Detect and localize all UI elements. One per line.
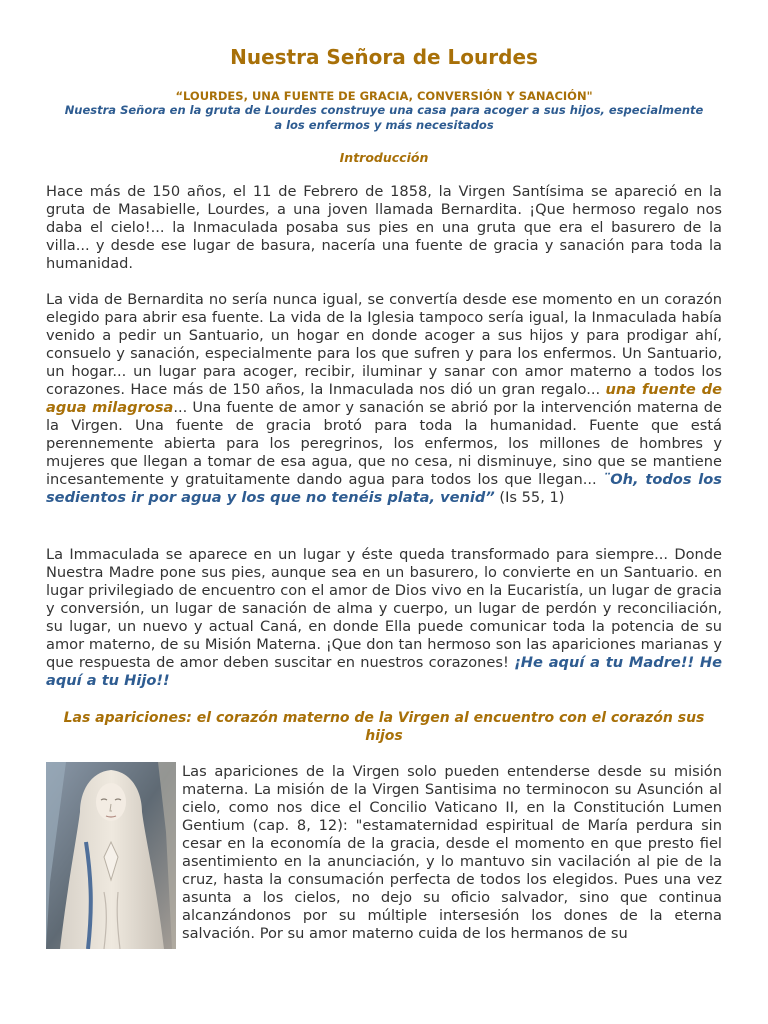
page-title: Nuestra Señora de Lourdes <box>230 45 538 69</box>
paragraph-2-text-b: ... Una fuente de amor y sanación se abrió por la intervención materna de la Virgen. Una fuente de gracia brotó para toda la humanidad. Fuente que está perennemente abierta para los peregrinos, los enfermos, los millones de hombres y mujeres que llegan a tomar de esa agua, que no cesa, ni disminuye, sino que se mantiene incesantemente y gratuitamente dando agua para todos los que llegan... <box>46 399 722 488</box>
paragraph-3-text: La Immaculada se aparece en un lugar y éste queda transformado para siempre... Donde Nuestra Madre pone sus pies, aunque sea en un basurero, lo convierte en un Santuario. en lugar privilegiado de encuentro con el amor de Dios vivo en la Eucaristía, un lugar de gracia y conversión, un lugar de sanación de alma y cuerpo, un lugar de perdón y reconciliación, su lugar, un nuevo y actual Caná, en donde Ella puede comunicar toda la potencia de su amor materno, de su Misión Materna. ¡Que don tan hermoso son las apariciones marianas y que respuesta de amor deben suscitar en nuestros corazones! <box>46 546 722 671</box>
reference-isaias: (Is 55, 1) <box>494 489 565 506</box>
paragraph-4: Las apariciones de la Virgen solo pueden entenderse desde su misión materna. La misión de la Virgen Santisima no terminocon su Asunción al cielo, como nos dice el Concilio Vaticano II, en la Constitución Lumen Gentium (cap. 8, 12): "estamaternidad espiritual de María perdura sin cesar en la economía de la gracia, desde el momento en que presto fiel asentimiento en la anunciación, y lo mantuvo sin vacilación al pie de la cruz, hasta la consumación perfecta de todos los elegidos. Pues una vez asunta a los cielos, no dejo su oficio salvador, sino que continua alcanzándonos por su múltiple intersesión los dones de la eterna salvación. Por su amor materno cuida de los hermanos de su <box>182 763 722 942</box>
quote-isaias: ¨Oh, todos los sedientos ir por agua y los que no tenéis plata, venid” <box>46 471 722 506</box>
paragraph-1: Hace más de 150 años, el 11 de Febrero de 1858, la Virgen Santísima se apareció en la gruta de Masabielle, Lourdes, a una joven llamada Bernardita. ¡Que hermoso regalo nos daba el cielo!... la Inmaculada posaba sus pies en una gruta que era el basurero de la villa... y desde ese lugar de basura, nacería una fuente de gracia y sanación para toda la humanidad. <box>46 183 722 272</box>
quote-madre-hijo: ¡He aquí a tu Madre!! He aquí a tu Hijo!! <box>46 654 723 689</box>
intro-heading: Introducción <box>339 150 429 165</box>
tagline: Nuestra Señora en la gruta de Lourdes construye una casa para acoger a sus hijos, especialmente a los enfermos y más necesitados <box>64 103 704 132</box>
apparitions-heading: Las apariciones: el corazón materno de la Virgen al encuentro con el corazón sus hijos <box>63 710 705 744</box>
highlight-fuente: una fuente de agua milagrosa <box>46 381 722 416</box>
paragraph-2-text-a: La vida de Bernardita no sería nunca igual, se convertía desde ese momento en un corazón elegido para abrir esa fuente. La vida de la Iglesia tampoco sería igual, la Inmaculada había venido a pedir un Santuario, un hogar en donde acoger a sus hijos y para prodigar ahí, consuelo y sanación, especialmente para los que sufren y para los enfermos. Un Santuario, un hogar... un lugar para acoger, recibir, iluminar y sanar con amor materno a todos los corazones. Hace más de 150 años, la Inmaculada nos dió un gran regalo... <box>46 291 722 398</box>
paragraph-3 <box>46 546 722 690</box>
virgin-statue-image <box>46 762 176 949</box>
subtitle: “LOURDES, UNA FUENTE DE GRACIA, CONVERSIÓN Y SANACIÓN" <box>175 89 593 103</box>
paragraph-2 <box>46 291 722 507</box>
